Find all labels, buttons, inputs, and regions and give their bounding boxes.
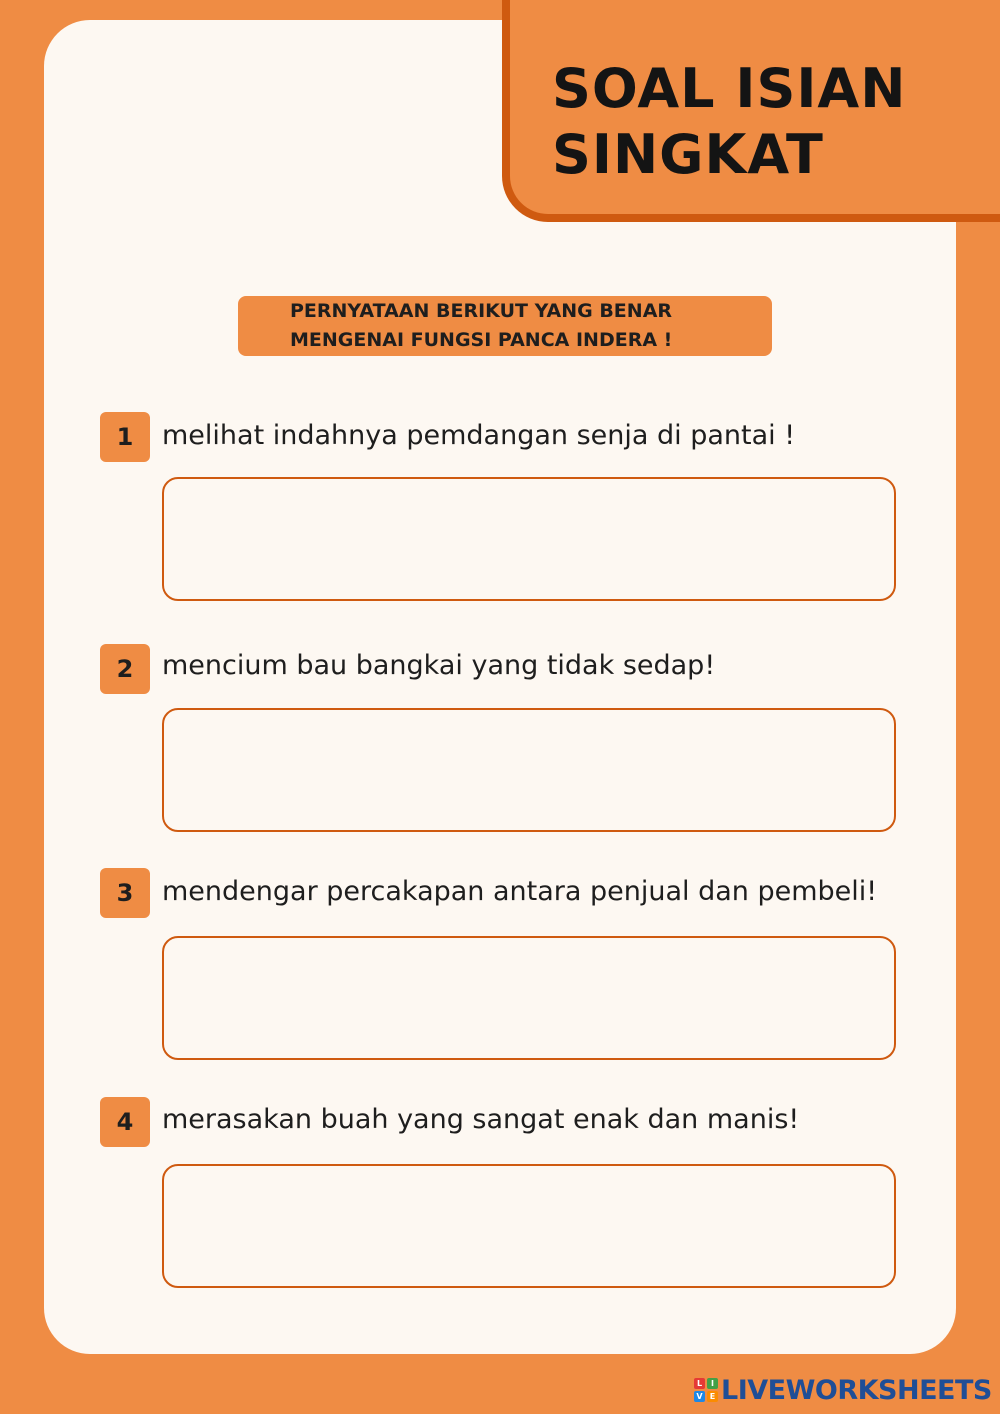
question-number-2: 2 [100, 644, 150, 694]
logo-letter-e: E [707, 1391, 718, 1402]
question-number-1: 1 [100, 412, 150, 462]
brand-name: LIVEWORKSHEETS [721, 1374, 992, 1406]
logo-letter-l: L [694, 1378, 705, 1389]
worksheet-title: SOAL ISIAN SINGKAT [552, 57, 907, 186]
logo-letter-i: I [707, 1378, 718, 1389]
answer-field-3[interactable] [162, 936, 896, 1060]
question-text-2: mencium bau bangkai yang tidak sedap! [162, 650, 716, 681]
liveworksheets-brand[interactable] [694, 1374, 992, 1406]
question-number-4: 4 [100, 1097, 150, 1147]
answer-field-4[interactable] [162, 1164, 896, 1288]
question-text-1: melihat indahnya pemdangan senja di pantai ! [162, 420, 796, 451]
answer-field-2[interactable] [162, 708, 896, 832]
question-text-3: mendengar percakapan antara penjual dan pembeli! [162, 876, 878, 907]
liveworksheets-logo-icon [694, 1378, 718, 1402]
answer-field-1[interactable] [162, 477, 896, 601]
question-number-3: 3 [100, 868, 150, 918]
question-text-4: merasakan buah yang sangat enak dan manis! [162, 1104, 800, 1135]
instruction-banner: PERNYATAAN BERIKUT YANG BENAR MENGENAI FUNGSI PANCA INDERA ! [238, 296, 772, 356]
logo-letter-v: V [694, 1391, 705, 1402]
